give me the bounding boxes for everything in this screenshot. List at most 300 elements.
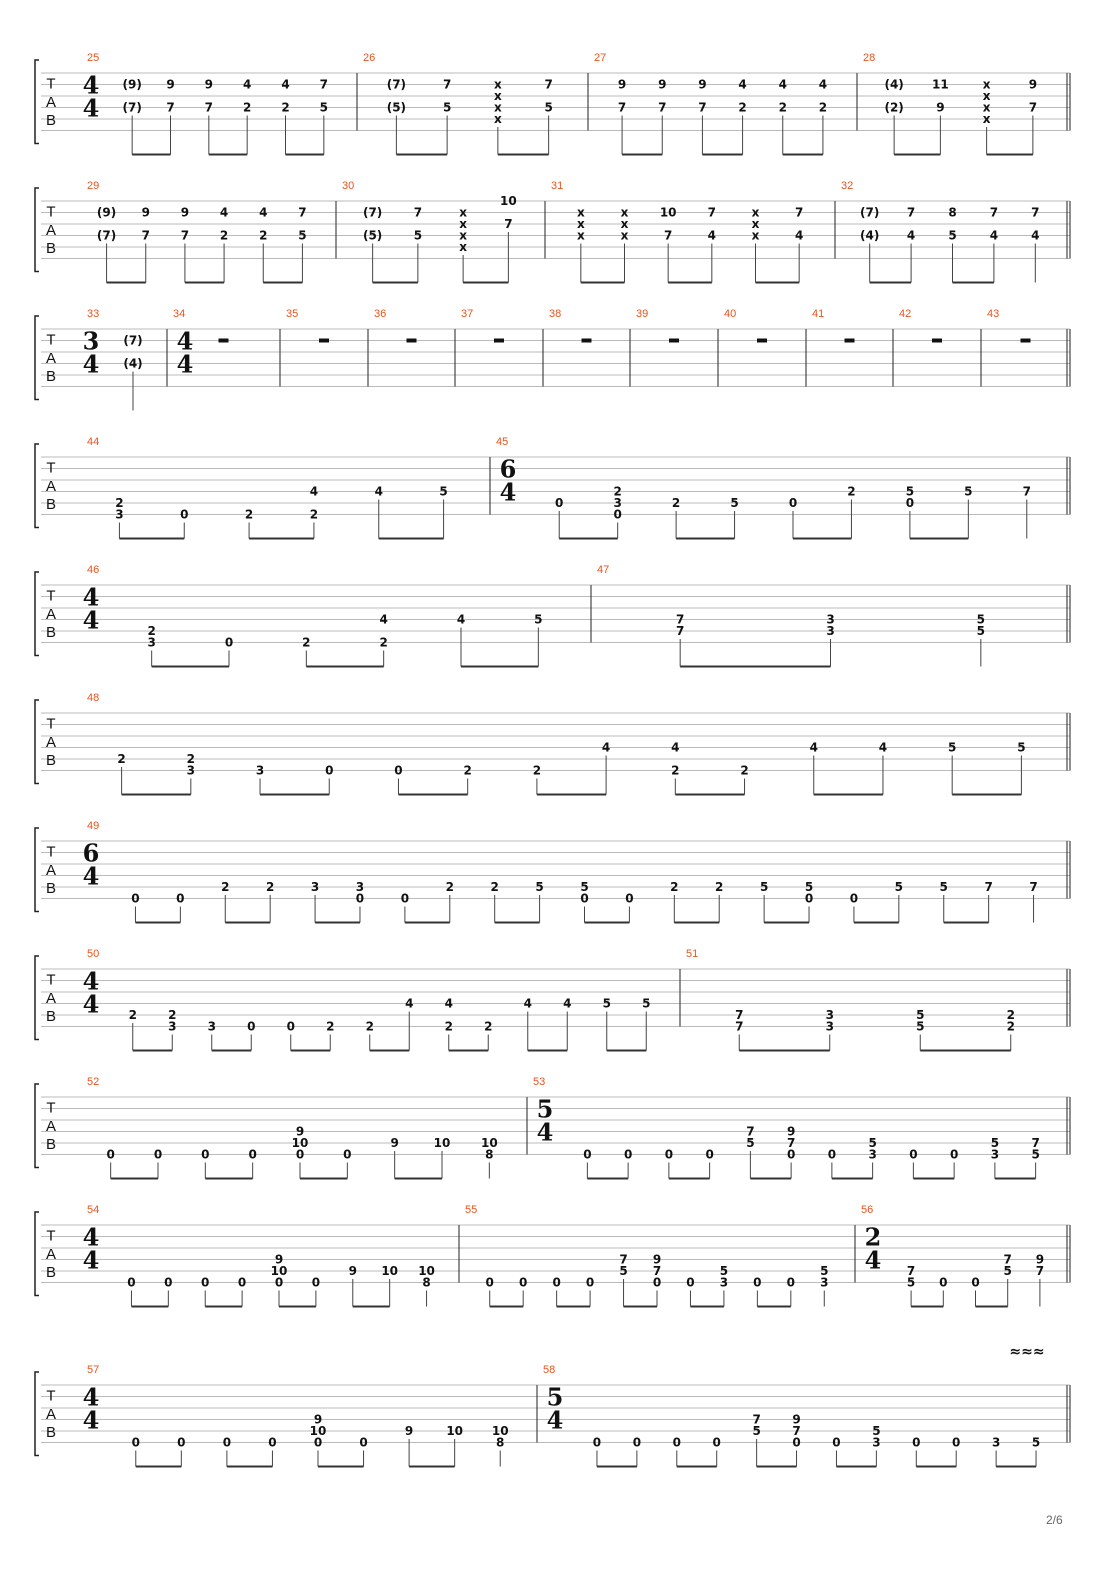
measure-number: 48: [87, 692, 100, 704]
tab-clef-letter: B: [45, 624, 57, 642]
fret-number: (7): [122, 100, 142, 115]
fret-number: 9: [792, 1412, 801, 1427]
fret-number: 5: [759, 880, 769, 894]
fret-number: 0: [625, 891, 634, 906]
fret-number: 5: [442, 100, 452, 115]
fret-number: 2: [244, 507, 254, 522]
fret-number: 3: [826, 624, 835, 638]
fret-number: 5: [719, 1264, 729, 1278]
fret-number: 4: [601, 740, 611, 755]
fret-number: 4: [374, 484, 383, 499]
tab-clef-letter: A: [45, 1245, 57, 1263]
dead-note: x: [494, 112, 502, 126]
fret-number: 8: [485, 1147, 494, 1162]
fret-number: 5: [535, 880, 544, 894]
measure-rest: [669, 339, 679, 343]
fret-number: 7: [1028, 100, 1038, 115]
fret-number: 0: [485, 1275, 494, 1290]
fret-number: 7: [675, 612, 685, 627]
measure: [342, 180, 517, 283]
tab-system: [35, 948, 1070, 1051]
dead-note: x: [751, 217, 760, 231]
tab-clef-letter: A: [45, 989, 57, 1007]
fret-number: 4: [281, 77, 290, 92]
fret-number: 5: [872, 1424, 881, 1438]
tab-clef-letter: B: [45, 240, 57, 258]
fret-number: 5: [894, 880, 904, 894]
fret-number: 2: [671, 496, 681, 510]
time-signature-top: 5: [546, 1382, 564, 1412]
fret-number: 0: [672, 1435, 681, 1450]
tab-clef-letter: B: [45, 496, 57, 514]
fret-number: 4: [809, 740, 818, 755]
fret-number: 3: [355, 880, 365, 894]
fret-number: 2: [738, 100, 747, 115]
measure: [83, 308, 143, 411]
measure: [543, 1364, 1040, 1467]
dead-note: x: [982, 77, 991, 92]
fret-number: 5: [544, 100, 553, 115]
fret-number: 5: [642, 996, 651, 1011]
fret-number: 7: [735, 1008, 744, 1022]
measure: [594, 52, 827, 155]
fret-number: 0: [248, 1147, 257, 1162]
measure-rest: [219, 339, 229, 343]
fret-number: (7): [96, 228, 117, 243]
fret-number: 2: [484, 1019, 493, 1034]
fret-number: 0: [400, 891, 410, 906]
system-brace: [35, 700, 39, 784]
measure-number: 57: [87, 1364, 100, 1376]
system-brace: [35, 444, 39, 528]
fret-number: 0: [712, 1435, 721, 1450]
fret-number: 2: [1006, 1008, 1015, 1022]
measure-number: 56: [861, 1204, 874, 1216]
time-signature-bottom: 4: [546, 1405, 564, 1435]
measure-rest: [494, 339, 504, 343]
fret-number: 4: [444, 996, 453, 1011]
measure-number: 29: [87, 180, 100, 192]
fret-number: 0: [519, 1275, 528, 1290]
fret-number: 5: [964, 484, 973, 499]
measure-number: 43: [987, 308, 1000, 320]
fret-number: 4: [738, 77, 747, 92]
fret-number: 2: [259, 228, 268, 243]
measure: [551, 180, 803, 283]
fret-number: 0: [295, 1147, 305, 1162]
fret-number: 0: [804, 891, 814, 906]
fret-number: 5: [319, 100, 329, 115]
measure-number: 52: [87, 1076, 100, 1088]
fret-number: 0: [905, 496, 915, 510]
fret-number: 9: [166, 77, 175, 92]
measure-number: 46: [87, 564, 100, 576]
time-signature-bottom: 4: [82, 989, 100, 1019]
dead-note: x: [494, 77, 502, 92]
fret-number: 7: [1022, 484, 1031, 499]
fret-number: 4: [523, 996, 532, 1011]
fret-number: 3: [826, 612, 835, 627]
measure-number: 26: [363, 52, 376, 64]
fret-number: (7): [860, 205, 880, 220]
time-signature-top: 5: [536, 1094, 554, 1124]
fret-number: 5: [1017, 740, 1026, 755]
fret-number: 9: [786, 1124, 796, 1139]
fret-number: 2: [221, 880, 230, 894]
fret-number: (2): [884, 100, 904, 115]
fret-number: 2: [818, 100, 828, 115]
fret-number: 5: [976, 612, 986, 627]
tab-clef-letter: T: [46, 971, 56, 989]
system-brace: [35, 828, 39, 912]
dead-note: x: [576, 228, 585, 243]
measure: [83, 948, 651, 1051]
measure-number: 41: [812, 308, 825, 320]
fret-number: 0: [106, 1147, 115, 1162]
measure: [597, 564, 985, 667]
fret-number: 8: [496, 1435, 505, 1450]
measure: [286, 308, 329, 343]
measure-number: 51: [686, 948, 699, 960]
measure-number: 47: [597, 564, 610, 576]
fret-number: 2: [613, 484, 622, 499]
fret-number: 7: [752, 1412, 761, 1427]
fret-number: 0: [786, 1147, 796, 1162]
fret-number: 0: [131, 891, 140, 906]
fret-number: 7: [617, 100, 627, 115]
time-signature-top: 4: [82, 1222, 100, 1252]
time-signature-bottom: 4: [82, 1245, 100, 1275]
measure: [87, 180, 307, 283]
fret-number: 5: [619, 1264, 628, 1278]
tab-clef-letter: T: [46, 843, 56, 861]
fret-number: 10: [309, 1424, 327, 1438]
dead-note: x: [494, 89, 502, 103]
fret-number: 3: [186, 763, 196, 778]
tab-clef-letter: A: [45, 605, 57, 623]
tab-clef-letter: T: [46, 1227, 56, 1245]
time-signature-top: 4: [82, 1382, 100, 1412]
measure-number: 27: [594, 52, 607, 64]
fret-number: 7: [746, 1124, 755, 1139]
fret-number: 0: [652, 1275, 662, 1290]
measure-number: 32: [841, 180, 854, 192]
measure: [636, 308, 679, 343]
time-signature-bottom: 4: [82, 93, 100, 123]
fret-number: 0: [313, 1435, 323, 1450]
fret-number: 0: [585, 1275, 595, 1290]
measure: [863, 52, 1037, 155]
measure: [686, 948, 1015, 1051]
measure: [496, 436, 1031, 539]
measure: [363, 52, 553, 155]
fret-number: 0: [592, 1435, 602, 1450]
fret-number: 9: [698, 77, 707, 92]
fret-number: 0: [286, 1019, 295, 1034]
fret-number: 5: [804, 880, 814, 894]
fret-number: 9: [204, 77, 214, 92]
fret-number: 5: [580, 880, 589, 894]
measure: [83, 1204, 435, 1307]
measure: [87, 1076, 498, 1179]
fret-number: 2: [117, 752, 126, 766]
fret-number: 0: [971, 1275, 980, 1290]
tab-clef-letter: A: [45, 221, 57, 239]
fret-number: 0: [394, 763, 403, 778]
tab-clef-letter: B: [45, 1424, 57, 1442]
tab-clef-letter: A: [45, 349, 57, 367]
tab-system: [35, 820, 1070, 923]
fret-number: 5: [534, 612, 543, 627]
fret-number: 5: [439, 484, 448, 499]
fret-number: 0: [311, 1275, 321, 1290]
measure-number: 50: [87, 948, 100, 960]
fret-number: 5: [820, 1264, 829, 1278]
time-signature-bottom: 4: [82, 605, 100, 635]
fret-number: 2: [147, 624, 156, 638]
tab-system: [35, 1364, 1070, 1467]
measure-rest: [582, 339, 592, 343]
fret-number: 4: [219, 205, 229, 220]
fret-number: 0: [583, 1147, 592, 1162]
tab-clef-letter: A: [45, 1117, 57, 1135]
fret-number: 0: [632, 1435, 642, 1450]
dead-note: x: [751, 228, 760, 243]
fret-number: 2: [365, 1019, 374, 1034]
tab-clef-letter: T: [46, 1387, 56, 1405]
fret-number: 5: [990, 1136, 1000, 1150]
measure-number: 42: [899, 308, 912, 320]
measure: [812, 308, 855, 343]
measure-rest: [319, 339, 329, 343]
fret-number: 2: [115, 496, 124, 510]
fret-number: 5: [976, 624, 986, 638]
time-signature-bottom: 4: [864, 1245, 882, 1275]
time-signature-bottom: 4: [176, 349, 194, 379]
fret-number: 7: [1029, 880, 1038, 894]
fret-number: 4: [878, 740, 888, 755]
time-signature-bottom: 4: [536, 1117, 554, 1147]
dead-note: x: [459, 228, 467, 243]
dead-note: x: [620, 217, 629, 231]
fret-number: 7: [906, 1264, 916, 1278]
fret-number: 5: [948, 228, 957, 243]
fret-number: 0: [949, 1147, 959, 1162]
tab-clef-letter: T: [46, 203, 56, 221]
dead-note: x: [576, 205, 585, 220]
tab-system: [35, 564, 1070, 667]
measure: [899, 308, 942, 343]
fret-number: 7: [1031, 205, 1040, 220]
fret-number: (4): [123, 356, 143, 371]
dead-note: x: [576, 217, 585, 231]
fret-number: 4: [989, 228, 999, 243]
system-brace: [35, 316, 39, 400]
fret-number: 9: [180, 205, 190, 220]
time-signature-top: 2: [864, 1222, 882, 1252]
fret-number: 2: [670, 880, 679, 894]
dead-note: x: [982, 100, 991, 115]
measure: [861, 1204, 1044, 1307]
tab-clef-letter: B: [45, 368, 57, 386]
measure: [87, 436, 448, 539]
fret-number: 2: [281, 100, 290, 115]
fret-number: 0: [753, 1275, 762, 1290]
time-signature-top: 4: [176, 326, 194, 356]
fret-number: 2: [219, 228, 229, 243]
fret-number: 5: [730, 496, 739, 510]
fret-number: 0: [705, 1147, 714, 1162]
fret-number: 0: [237, 1275, 247, 1290]
measure: [83, 52, 328, 155]
measure-number: 45: [496, 436, 509, 448]
fret-number: 2: [1006, 1019, 1015, 1034]
fret-number: 9: [658, 77, 667, 92]
tab-clef-letter: A: [45, 733, 57, 751]
fret-number: 9: [404, 1424, 414, 1438]
time-signature-top: 4: [82, 966, 100, 996]
measure-number: 58: [543, 1364, 556, 1376]
fret-number: 5: [868, 1136, 877, 1150]
fret-number: 2: [847, 484, 856, 499]
fret-number: 7: [141, 228, 150, 243]
fret-number: 9: [295, 1124, 305, 1139]
tab-system: [35, 52, 1070, 155]
fret-number: 3: [872, 1435, 881, 1450]
measure: [173, 308, 229, 379]
fret-number: 7: [698, 100, 707, 115]
fret-number: 4: [242, 77, 252, 92]
fret-number: (4): [884, 77, 904, 92]
fret-number: 4: [794, 228, 804, 243]
fret-number: 10: [446, 1424, 464, 1438]
fret-number: 7: [180, 228, 190, 243]
fret-number: 0: [201, 1275, 210, 1290]
fret-number: (4): [860, 228, 880, 243]
measure: [87, 692, 1026, 795]
tab-clef-letter: B: [45, 752, 57, 770]
fret-number: 7: [1003, 1252, 1012, 1267]
fret-number: 0: [325, 763, 334, 778]
tab-clef-letter: A: [45, 861, 57, 879]
fret-number: 7: [786, 1136, 796, 1150]
fret-number: 0: [952, 1435, 961, 1450]
fret-number: 5: [1031, 1147, 1040, 1162]
fret-number: 9: [274, 1252, 284, 1267]
fret-number: 0: [580, 891, 589, 906]
fret-number: 9: [313, 1412, 323, 1427]
fret-number: 0: [343, 1147, 352, 1162]
fret-number: 10: [659, 205, 677, 220]
fret-number: 2: [168, 1008, 177, 1022]
fret-number: 3: [820, 1275, 829, 1290]
fret-number: 8: [422, 1275, 431, 1290]
fret-number: 3: [115, 507, 124, 522]
fret-number: 7: [298, 205, 307, 220]
fret-number: 2: [671, 763, 680, 778]
fret-number: 2: [186, 752, 196, 766]
fret-number: (5): [362, 228, 383, 243]
time-signature-bottom: 4: [82, 1405, 100, 1435]
fret-number: 5: [1031, 1435, 1041, 1450]
fret-number: 2: [326, 1019, 335, 1034]
dead-note: x: [459, 205, 467, 220]
fret-number: 4: [778, 77, 787, 92]
fret-number: 0: [849, 891, 859, 906]
fret-number: 7: [652, 1264, 662, 1278]
fret-number: 3: [825, 1008, 834, 1022]
fret-number: 9: [936, 100, 945, 115]
fret-number: 0: [939, 1275, 948, 1290]
fret-number: (9): [96, 205, 117, 220]
fret-number: 2: [444, 1019, 453, 1034]
measure: [374, 308, 417, 343]
tab-clef-letter: T: [46, 715, 56, 733]
fret-number: 5: [752, 1424, 761, 1438]
fret-number: 0: [268, 1435, 277, 1450]
system-brace: [35, 60, 39, 144]
tab-clef-letter: B: [45, 1008, 57, 1026]
fret-number: 3: [990, 1147, 1000, 1162]
fret-number: 3: [868, 1147, 877, 1162]
fret-number: 5: [602, 996, 611, 1011]
fret-number: 2: [463, 763, 472, 778]
tab-clef-letter: B: [45, 1264, 57, 1282]
fret-number: 8: [948, 205, 957, 220]
fret-number: 2: [490, 880, 499, 894]
fret-number: 0: [177, 1435, 186, 1450]
time-signature-top: 3: [82, 326, 100, 356]
fret-number: 7: [906, 205, 916, 220]
fret-number: 7: [1035, 1264, 1045, 1278]
tab-clef-letter: A: [45, 477, 57, 495]
measure: [83, 564, 543, 667]
dead-note: x: [494, 100, 502, 115]
dead-note: x: [982, 112, 991, 126]
measure-rest: [932, 339, 942, 343]
fret-number: 4: [405, 996, 414, 1011]
fret-number: 3: [991, 1435, 1001, 1450]
fret-number: 2: [242, 100, 252, 115]
dead-note: x: [982, 89, 991, 103]
fret-number: 5: [947, 740, 957, 755]
fret-number: 0: [247, 1019, 256, 1034]
system-brace: [35, 1084, 39, 1168]
measure: [987, 308, 1031, 343]
tab-clef-letter: T: [46, 459, 56, 477]
fret-number: 0: [180, 507, 189, 522]
fret-number: (7): [362, 205, 383, 220]
measure-number: 55: [465, 1204, 478, 1216]
fret-number: 0: [552, 1275, 561, 1290]
fret-number: 4: [259, 205, 268, 220]
fret-number: 9: [348, 1264, 357, 1278]
tab-system: [35, 436, 1070, 539]
fret-number: 0: [224, 635, 234, 650]
fret-number: 3: [310, 880, 320, 894]
fret-number: 5: [916, 1019, 925, 1034]
fret-number: 0: [201, 1147, 210, 1162]
fret-number: (7): [386, 77, 407, 92]
dead-note: x: [459, 217, 467, 231]
fret-number: 0: [909, 1147, 918, 1162]
measure: [465, 1204, 828, 1307]
fret-number: 0: [613, 507, 622, 522]
measure-number: 54: [87, 1204, 100, 1216]
fret-number: 0: [912, 1435, 921, 1450]
fret-number: 0: [359, 1435, 368, 1450]
measure: [724, 308, 767, 343]
